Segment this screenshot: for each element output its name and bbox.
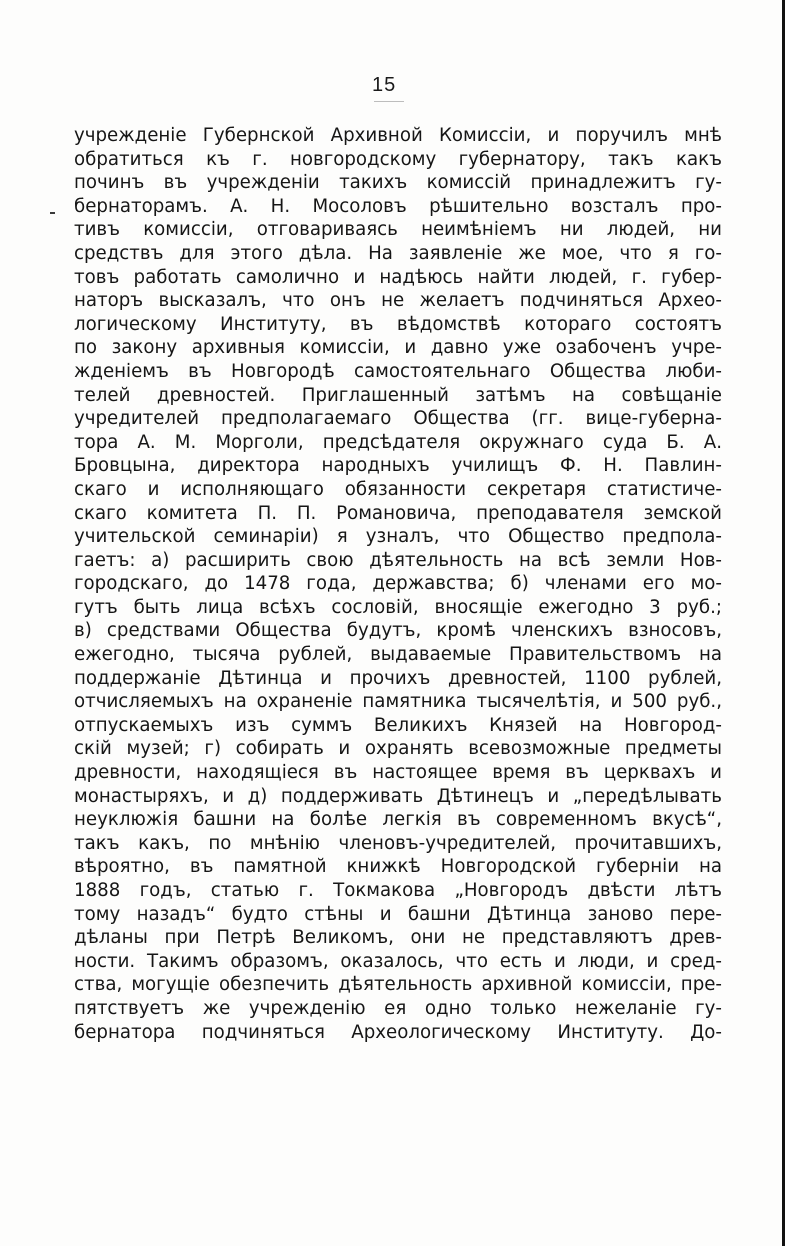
text-line: пятствуетъ же учрежденію ея одно только нежеланіе гу-	[74, 997, 722, 1019]
text-line: обратиться къ г. новгородскому губернатору, такъ какъ	[74, 148, 722, 170]
text-line: тора А. М. Морголи, предсѣдателя окружнаго суда Б. А.	[74, 431, 722, 453]
text-line: тивъ комиссіи, отговариваясь неимѣніемъ ни людей, ни	[74, 219, 722, 241]
text-line: дѣланы при Петрѣ Великомъ, они не представляютъ древ-	[74, 927, 722, 949]
text-line: городскаго, до 1478 года, державства; б) членами его мо-	[74, 573, 722, 595]
text-line: средствъ для этого дѣла. На заявленіе же мое, что я го-	[74, 242, 722, 264]
text-line: скій музей; г) собирать и охранять всевозможные предметы	[74, 738, 722, 760]
text-line: скаго и исполняющаго обязанности секретаря статистиче-	[74, 478, 722, 500]
text-line: по закону архивныя комиссіи, и давно уже озабоченъ учре-	[74, 337, 722, 359]
body-text	[74, 124, 722, 1044]
page-number: 15	[372, 74, 397, 96]
text-line: учрежденіе Губернской Архивной Комиссіи, и поручилъ мнѣ	[74, 125, 722, 146]
text-line: ности. Такимъ образомъ, оказалось, что есть и люди, и сред-	[74, 950, 722, 972]
text-line: в) средствами Общества будутъ, кромѣ членскихъ взносовъ,	[74, 620, 722, 642]
margin-mark	[50, 212, 55, 214]
text-line: поддержаніе Дѣтинца и прочихъ древностей, 1100 рублей,	[74, 667, 722, 689]
text-line: 1888 годъ, статью г. Токмакова „Новгородъ двѣсти лѣтъ	[74, 880, 722, 901]
text-line: тому назадъ“ будто стѣны и башни Дѣтинца заново пере-	[74, 903, 722, 925]
text-line: ства, могущіе обезпечить дѣятельность архивной комиссіи, пре-	[74, 974, 722, 996]
text-line: учительской семинаріи) я узналъ, что Общество предпола-	[74, 526, 722, 548]
text-line: жденіемъ въ Новгородѣ самостоятельнаго Общества люби-	[74, 360, 722, 382]
text-line: вѣроятно, въ памятной книжкѣ Новгородской губерніи на	[74, 856, 722, 878]
text-line: бернаторамъ. А. Н. Мосоловъ рѣшительно возсталъ про-	[74, 195, 722, 217]
page-number-rule	[374, 101, 404, 102]
text-line: отпускаемыхъ изъ суммъ Великихъ Князей на Новгород-	[74, 714, 722, 736]
text-line: бернатора подчиняться Археологическому Институту. До-	[74, 1021, 722, 1043]
text-line: гутъ быть лица всѣхъ сословій, вносящіе ежегодно 3 руб.;	[74, 596, 722, 618]
text-line: гаетъ: а) расширить свою дѣятельность на всѣ земли Нов-	[74, 549, 722, 571]
text-line: древности, находящіеся въ настоящее время въ церквахъ и	[74, 762, 722, 784]
text-line: отчисляемыхъ на охраненіе памятника тысячелѣтія, и 500 руб.,	[74, 691, 722, 713]
text-line: монастыряхъ, и д) поддерживать Дѣтинецъ и „передѣлывать	[74, 785, 722, 807]
text-line: неуклюжія башни на болѣе легкія въ современномъ вкусѣ“,	[74, 809, 722, 831]
text-line: логическому Институту, въ вѣдомствѣ котораго состоятъ	[74, 313, 722, 335]
text-line: ежегодно, тысяча рублей, выдаваемые Правительствомъ на	[74, 644, 722, 666]
text-line: починъ въ учрежденіи такихъ комиссій принадлежитъ гу-	[74, 172, 722, 194]
text-line: учредителей предполагаемаго Общества (гг. вице-губерна-	[74, 408, 722, 430]
text-line: товъ работать самолично и надѣюсь найти людей, г. губер-	[74, 266, 722, 288]
text-line: телей древностей. Приглашенный затѣмъ на совѣщаніе	[74, 384, 722, 406]
text-line: наторъ высказалъ, что онъ не желаетъ подчиняться Архео-	[74, 290, 722, 312]
text-line: такъ какъ, по мнѣнію членовъ-учредителей, прочитавшихъ,	[74, 832, 722, 854]
text-line: скаго комитета П. П. Романовича, преподавателя земской	[74, 502, 722, 524]
text-line: Бровцына, директора народныхъ училищъ Ф. Н. Павлин-	[74, 455, 722, 477]
